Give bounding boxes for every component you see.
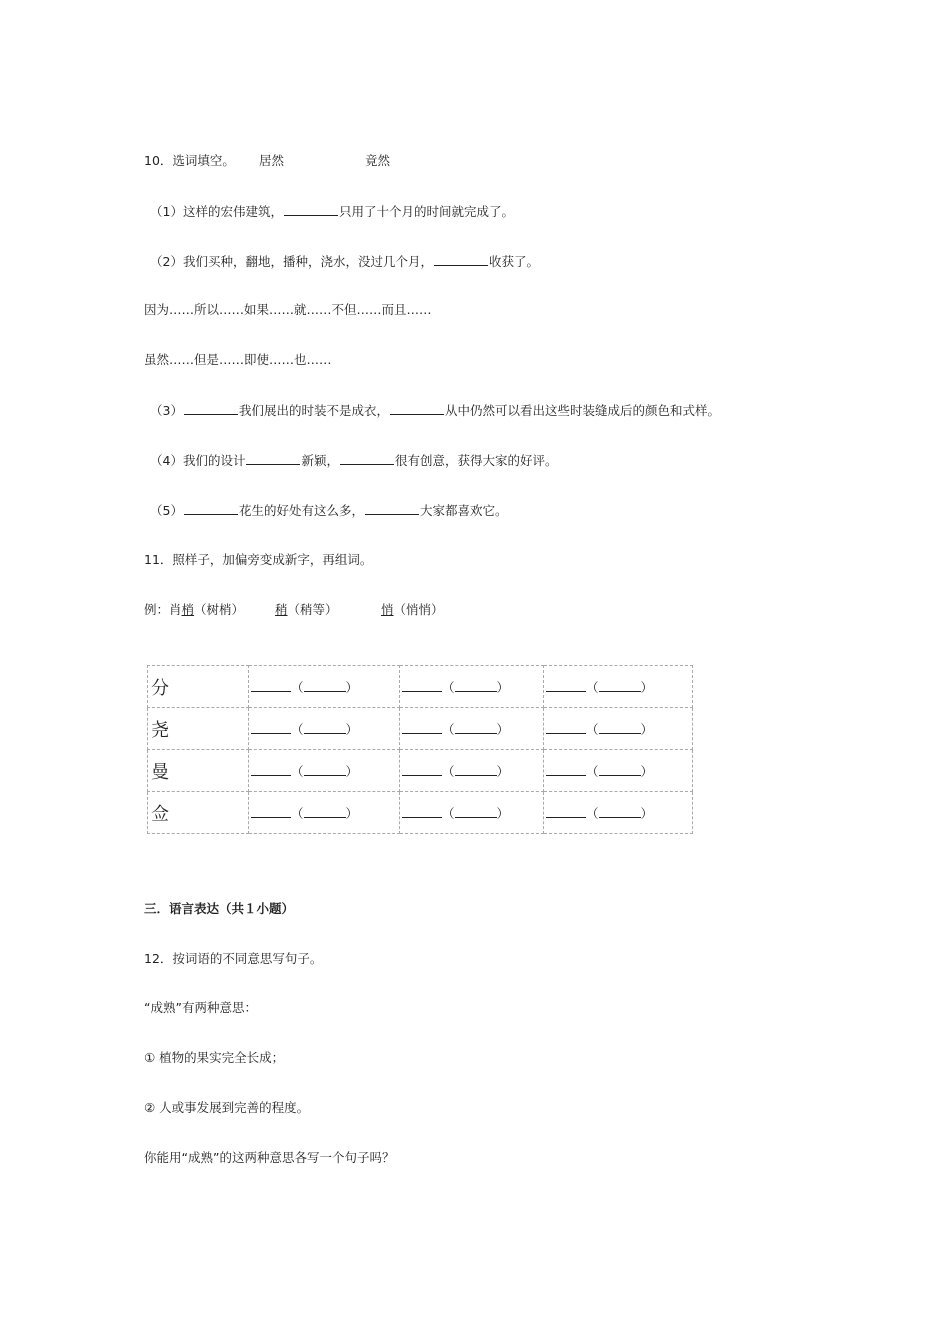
answer-pair — [249, 722, 358, 737]
table-row — [148, 750, 693, 792]
paren-open: （ — [291, 679, 304, 695]
q10-sentence-1: （1）这样的宏伟建筑， 只用了十个月的时间就完成了。 — [150, 204, 514, 219]
paren-open: （ — [586, 721, 599, 737]
q10-option-2: 竟然 — [365, 153, 391, 168]
new-char-blank[interactable] — [402, 763, 442, 776]
paren-open: （ — [442, 805, 455, 821]
q12-title: 12．按词语的不同意思写句子。 — [144, 951, 323, 966]
example-char-3: 悄 — [381, 602, 394, 617]
answer-pair — [249, 764, 358, 779]
table-row — [148, 666, 693, 708]
answer-pair — [400, 722, 509, 737]
answer-cell — [249, 792, 400, 834]
q10-sentence-5: （5） 花生的好处有这么多， 大家都喜欢它。 — [150, 503, 508, 518]
answer-pair — [400, 680, 509, 695]
answer-pair — [544, 764, 653, 779]
answer-blank[interactable] — [434, 253, 488, 266]
answer-pair — [544, 806, 653, 821]
answer-cell — [400, 708, 544, 750]
new-char-blank[interactable] — [546, 721, 586, 734]
answer-cell — [544, 792, 693, 834]
example-char-2: 稍 — [275, 602, 288, 617]
paren-close: ） — [640, 763, 654, 779]
word-blank[interactable] — [304, 721, 346, 734]
section-3-heading: 三．语言表达（共１小题） — [144, 901, 295, 916]
new-char-blank[interactable] — [251, 763, 291, 776]
paren-open: （ — [442, 679, 455, 695]
word-blank[interactable] — [599, 721, 641, 734]
new-char-blank[interactable] — [251, 805, 291, 818]
answer-cell — [249, 666, 400, 708]
paren-open: （ — [442, 721, 455, 737]
q10-title-line — [144, 153, 235, 169]
base-char: 曼 — [148, 750, 249, 792]
table-row — [148, 708, 693, 750]
word-blank[interactable] — [599, 763, 641, 776]
new-char-blank[interactable] — [402, 805, 442, 818]
q10-conjunctions-2: 虽然……但是……即使……也…… — [144, 352, 332, 367]
paren-close: ） — [345, 721, 359, 737]
answer-pair — [400, 806, 509, 821]
paren-close: ） — [496, 679, 510, 695]
paren-open: （ — [291, 721, 304, 737]
answer-blank[interactable] — [184, 502, 238, 515]
answer-cell — [544, 708, 693, 750]
q10-sentence-4: （4）我们的设计 新颖， 很有创意，获得大家的好评。 — [150, 453, 558, 468]
paren-open: （ — [586, 679, 599, 695]
answer-cell — [544, 750, 693, 792]
base-char: 分 — [148, 666, 249, 708]
q11-example: 例：肖梢（树梢） — [144, 602, 245, 617]
q10-title: 10．选词填空。 — [144, 153, 235, 168]
new-char-blank[interactable] — [546, 679, 586, 692]
answer-cell — [249, 750, 400, 792]
q10-conjunctions-1: 因为……所以……如果……就……不但……而且…… — [144, 302, 432, 317]
word-blank[interactable] — [599, 679, 641, 692]
paren-close: ） — [496, 721, 510, 737]
paren-open: （ — [291, 763, 304, 779]
word-blank[interactable] — [455, 679, 497, 692]
paren-open: （ — [442, 763, 455, 779]
answer-cell — [544, 666, 693, 708]
radical-table — [147, 665, 693, 834]
paren-close: ） — [345, 805, 359, 821]
paren-close: ） — [345, 679, 359, 695]
paren-open: （ — [291, 805, 304, 821]
answer-pair — [400, 764, 509, 779]
answer-pair — [544, 680, 653, 695]
answer-pair — [249, 806, 358, 821]
answer-pair — [249, 680, 358, 695]
new-char-blank[interactable] — [546, 805, 586, 818]
paren-close: ） — [640, 805, 654, 821]
paren-close: ） — [496, 805, 510, 821]
answer-blank[interactable] — [390, 402, 444, 415]
example-char-1: 梢 — [181, 602, 195, 617]
q12-meaning-2: ② 人或事发展到完善的程度。 — [144, 1100, 310, 1115]
word-blank[interactable] — [304, 805, 346, 818]
word-blank[interactable] — [455, 721, 497, 734]
word-blank[interactable] — [599, 805, 641, 818]
q10-option-1: 居然 — [259, 153, 285, 168]
new-char-blank[interactable] — [402, 679, 442, 692]
paren-close: ） — [345, 763, 359, 779]
word-blank[interactable] — [304, 679, 346, 692]
answer-blank[interactable] — [284, 203, 338, 216]
answer-cell — [400, 666, 544, 708]
new-char-blank[interactable] — [251, 721, 291, 734]
new-char-blank[interactable] — [402, 721, 442, 734]
word-blank[interactable] — [455, 763, 497, 776]
answer-pair — [544, 722, 653, 737]
base-char: 佥 — [148, 792, 249, 834]
word-blank[interactable] — [455, 805, 497, 818]
paren-open: （ — [586, 763, 599, 779]
answer-blank[interactable] — [365, 502, 419, 515]
paren-close: ） — [640, 679, 654, 695]
base-char: 尧 — [148, 708, 249, 750]
q10-sentence-3: （3） 我们展出的时装不是成衣， 从中仍然可以看出这些时装缝成后的颜色和式样。 — [150, 403, 720, 418]
q11-title: 11．照样子，加偏旁变成新字，再组词。 — [144, 552, 373, 567]
q10-sentence-2: （2）我们买种，翻地，播种，浇水，没过几个月， 收获了。 — [150, 254, 539, 269]
word-blank[interactable] — [304, 763, 346, 776]
paren-close: ） — [640, 721, 654, 737]
answer-blank[interactable] — [184, 402, 238, 415]
q11-example-2: 稍（稍等） — [275, 602, 338, 617]
table-row — [148, 792, 693, 834]
new-char-blank[interactable] — [546, 763, 586, 776]
q12-question: 你能用“成熟”的这两种意思各写一个句子吗？ — [144, 1150, 395, 1165]
paren-open: （ — [586, 805, 599, 821]
q12-meaning-1: ① 植物的果实完全长成； — [144, 1050, 285, 1065]
answer-blank[interactable] — [340, 452, 394, 465]
answer-cell — [249, 708, 400, 750]
answer-cell — [400, 792, 544, 834]
q12-intro: “成熟”有两种意思： — [144, 1000, 257, 1015]
answer-blank[interactable] — [246, 452, 300, 465]
new-char-blank[interactable] — [251, 679, 291, 692]
paren-close: ） — [496, 763, 510, 779]
answer-cell — [400, 750, 544, 792]
q11-example-3: 悄（悄悄） — [381, 602, 444, 617]
